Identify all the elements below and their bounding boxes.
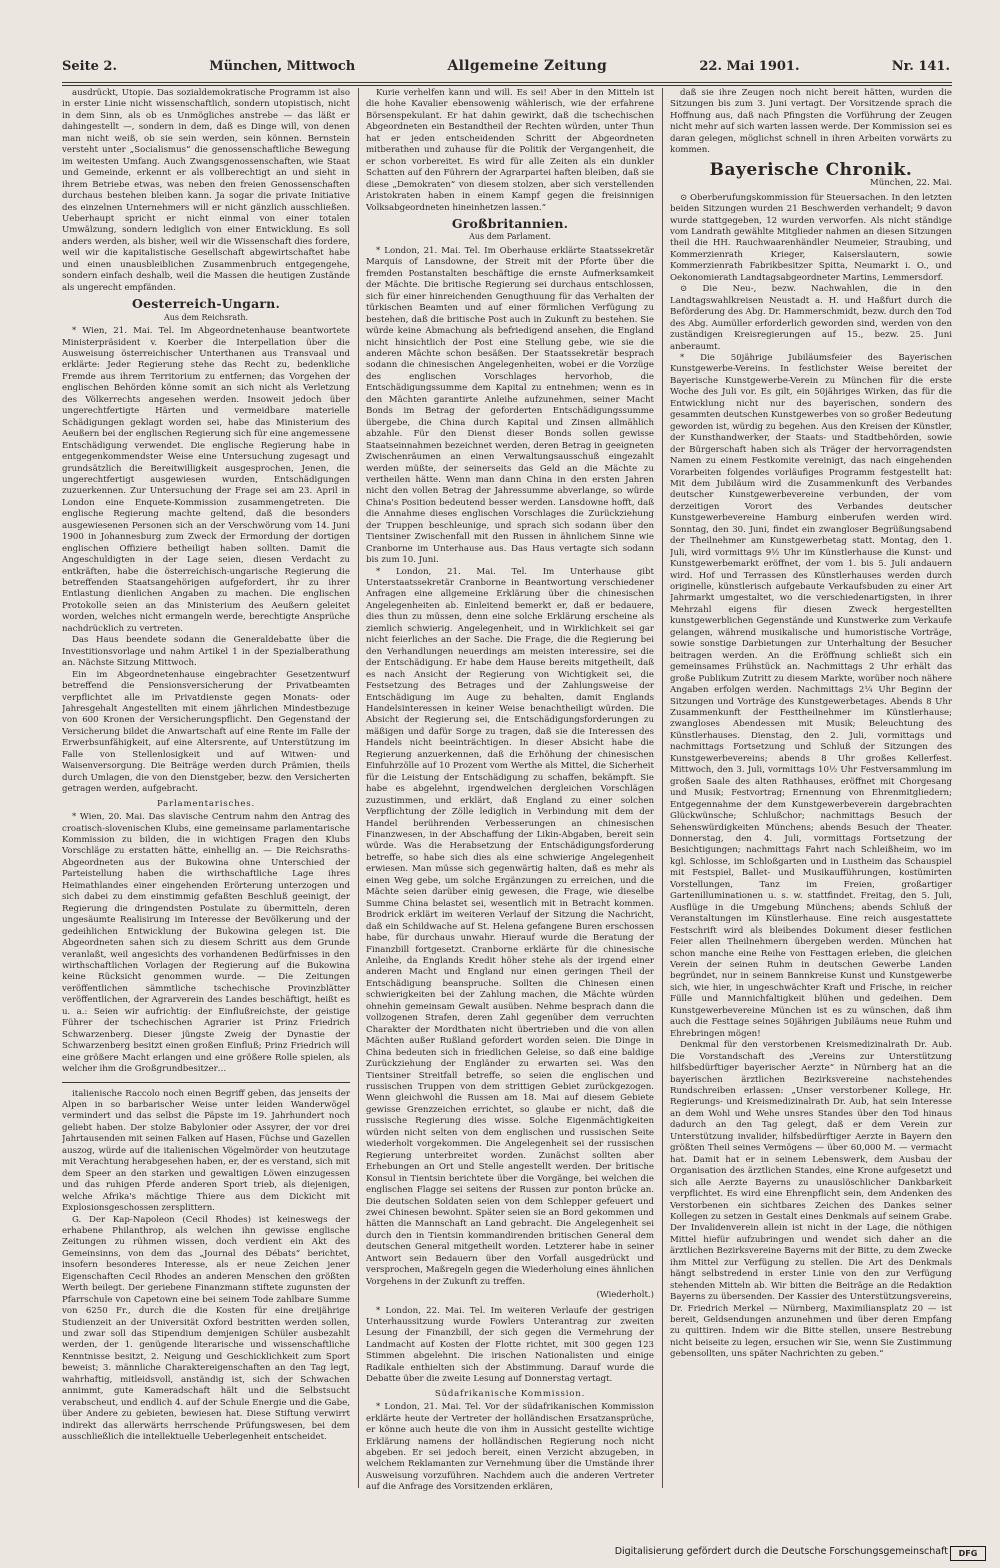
column-1 (62, 88, 350, 1498)
article-text: * London, 21. Mai. Tel. Vor der südafrikanischen Kommission erklärte heute der Vertreter der holländischen Ersatzansprüche, er könne auch heute die von ihm in Aussicht gestellte wichtige Erklärung namens der holländischen Regierung noch nicht abgeben. Er sei jedoch bereit, einen Verzicht abzugeben, in welchem Reklamanten zur Vernehmung über die Umstände ihrer Ausweisung vorzuführen. Nachdem auch die anderen Vertreter auf die Anfrage des Vorsitzenden erklären, (366, 1402, 654, 1493)
article-text: ⊙ Die Neu-, bezw. Nachwahlen, die in den Landtagswahlkreisen Neustadt a. H. und Haßfurt durch die Beförderung des Abg. Dr. Hammerschmidt, bezw. durch den Tod des Abg. Aumüller erforderlich geworden sind, werden von den zuständigen Kreisregierungen auf 15., bezw. 25. Juni anberaumt. (670, 284, 952, 352)
article-text: daß sie ihre Zeugen noch nicht bereit hätten, wurden die Sitzungen bis zum 3. Juni vertagt. Der Vorsitzende sprach die Hoffnung aus, daß nach Pfingsten die Vorführung der Zeugen nicht mehr auf sich warten lassen werde. Der Kommission sei es daran gelegen, möglichst schnell in ihren Arbeiten vorwärts zu kommen. (670, 88, 952, 156)
section-subheading: Südafrikanische Kommission. (434, 1388, 586, 1399)
article-text: Ein im Abgeordnetenhause eingebrachter Gesetzentwurf betreffend die Pensionsversicherung der Privatbeamten verpflichtet alle im Privatdienste gegen Monats- oder Jahresgehalt Angestellten mit einem jährlichen Mindestbezuge von 600 Kronen der Versicherungspflicht. Den Gegenstand der Versicherung bildet die Anwartschaft auf eine Rente im Falle der Erwerbsunfähigkeit, auf eine Altersrente, auf Unterstützung im Falle von Stellenlosigkeit und auf Witwen- und Waisenversorgung. Die Beiträge werden durch Prämien, theils durch Umlagen, die von den Dienstgeber, bezw. den Versicherten getragen werden, aufgebracht. (62, 669, 350, 795)
article-text: * London, 22. Mai. Tel. Im weiteren Verlaufe der gestrigen Unterhaussitzung wurde Fowlers Unterantrag zur zweiten Lesung der Finanzbill, der sich gegen die Vermehrung der Landmacht auf Kosten der Flotte richtet, mit 300 gegen 123 Stimmen abgelehnt. Die irischen Nationalisten und einige Radikale enthielten sich der Abstimmung. Darauf wurde die Debatte über die zweite Lesung auf Donnerstag vertagt. (366, 1305, 654, 1385)
article-text: * London, 21. Mai. Tel. Im Unterhause gibt Unterstaatssekretär Cranborne in Beantwortung verschiedener Anfragen eine allgemeine Erklärung über die chinesischen Angelegenheiten ab. Einleitend bemerkt er, daß er bedauere, dies thun zu müssen, denn eine solche Erklärung erscheine als ziemlich schwierig. Angelegenheit, und in Wirklichkeit sei gar nicht feierliches an der Sache. Die Frage, die die Regierung bei den Verhandlungen neuerdings am meisten interessire, sei die der Entschädigung. Er habe dem Hause bereits mitgetheilt, daß es nach Ansicht der Regierung von Wichtigkeit sei, die Festsetzung des Betrages und der Zahlungsweise der Entschädigung im Auge zu behalten, damit Englands Handelsinteressen in keiner Weise benachtheiligt würden. Die Absicht der Regierung sei, die Entschädigungsforderungen zu mäßigen und dafür Sorge zu tragen, daß sie die Interessen des Handels nicht beeinträchtigen. In dieser Absicht habe die Regierung anzuerkennen, daß die Erhöhung der chinesischen Einfuhrzölle auf 10 Prozent vom Werthe als Mittel, die Sicherheit für die Leistung der Entschädigung zu schaffen, bekämpft. Sie habe es abgelehnt, irgendwelchen dergleichen Vorschlägen zuzustimmen, und erklärt, daß England zu einer solchen Verpflichtung der Zölle lediglich in Verbindung mit dem der Handel berührenden Verbesserungen an chinesischen Finanzwesen, in der Abschaffung der Likin-Abgaben, bereit sein würde. Was die Herabsetzung der Entschädigungsforderung betreffe, so habe sich dies als eine schwierige Angelegenheit erwiesen. Man müsse sich gegenwärtig halten, daß es mehr als einen Weg gebe, um solche Ergänzungen zu erreichen, und die Mächte seien darüber einig gewesen, die Frage, wie dieselbe Summe China belastet sei, wesentlich mit in Betracht kommen. Brodrick erklärt im weiteren Verlauf der Sitzung die Nachricht, daß ein Schildwache auf St. Helena gefangene Buren erschossen habe, für durchaus unwahr. Hierauf wurde die Beratung der Finanzbill fortgesetzt. Cranborne erklärte für die chinesische Anleihe, da Englands Kredit höher stehe als der irgend einer anderen Macht und England nur einen geringen Theil der Entschädigung beanspruche. Sollten die Chinesen einen schwierigkeiten bei der Zahlung machen, die Mächte würden ohnehin gemeinsam Gewalt ausüben. Nehme besprach dann die vollzogenen Strafen, deren Zahl gegenüber dem verruchten Charakter der Mordthaten nicht übertrieben und die von allen Mächten außer Rußland gefordert worden seien. Die Dinge in China bedeuten sich in friedlichen Geleise, so daß eine baldige Zurückziehung der Engländer zu erwarten sei. Was den Tientsiner Streitfall betreffe, so seien die englischen und russischen Truppen von dem strittigen Gebiet zurückgezogen. Wenn gleichwohl die Russen am 18. Mai auf diesem Gebiete gewisse Grenzzeichen errichtet, so glaube er nicht, daß die russische Regierung dies wisse. Solche Eigenmächtigkeiten würden nicht selten von dem englischen und russischen Seite wiederholt vorgekommen. Die Angelegenheit sei der russischen Regierung unterbreitet worden. Zunächst sollten aber Erhebungen an Ort und Stelle angestellt werden. Der britische Konsul in Tientsin berichtete über die Vorgänge, bei welchen die englischen Flagge sei seitens der Russen zur ponton brücke an. Die deutschen Soldaten seien von dem Schlepper gefeuert und zwei Chinesen bewohnt. Später seien sie an Bord gekommen und hätten die Mannschaft an Land gebracht. Die Angelegenheit sei durch den in Tientsin kommandirenden britischen General dem deutschen General mitgetheilt worden. Letzterer habe in seiner Antwort sein Bedauern über den Vorfall ausgedrückt und versprochen, Maßregeln gegen die Wiederholung eines ähnlichen Vorgehens in der Zukunft zu treffen. (366, 566, 654, 1287)
masthead (62, 58, 950, 80)
article-text: * London, 21. Mai. Tel. Im Oberhause erklärte Staatssekretär Marquis of Lansdowne, der Streit mit der Pforte über die fremden Postanstalten beschäftige die ernste Aufmerksamkeit der Mächte. Die britische Regierung sei durchaus entschlossen, sich für einer hinreichenden Genugthuung für das Verhalten der türkischen Beamten und auf einer förmlichen Verfügung zu bestehen, daß die britische Post auch in Zukunft zu bestehen. Sie würde keine Abmachung als befriedigend ansehen, die England nicht hinsichtlich der Post eine Stellung gebe, wie sie die anderen Mächte schon besäßen. Der Staatssekretär besprach sodann die chinesischen Angelegenheiten, wobei er die Vorzüge des englischen Vorschlages hervorhob, die Entschädigungssumme dem Kapital zu entnehmen; wenn es in den Mächten garantirte Anleihe aufzunehmen, seiner Macht Bonds im Betrag der geforderten Entschädigungssumme übergebe, die China durch Kapital und Zinsen allmählich abzahle. Für den Dienst dieser Bonds sollen gewisse Staatseinnahmen bezeichnet werden, deren Betrag in geeigneten Zwischenräumen an einen Verwaltungsausschuß eingezahlt werden müßte, der seinerseits das Geld an die Mächte zu vertheilen hätte. Wenn man dann China in den ersten Jahren nicht den vollen Betrag der Jahressumme abverlange, so würde China's Position bedeutend besser werden. Lansdowne hofft, daß die Annahme dieses englischen Vorschlages die Zurückziehung der Truppen beschleunige, und sprach sich sodann über den Tientsiner Zwischenfall mit den Russen in ähnlichem Sinne wie Cranborne im Unterhause aus. Das Haus vertagte sich sodann bis zum 10. Juni. (366, 245, 654, 566)
dfg-logo-icon: DFG (950, 1546, 986, 1561)
article-text: Das Haus beendete sodann die Generaldebatte über die Investitionsvorlage und nahm Artikel 1 in der Spezialberathung an. Nächste Sitzung Mittwoch. (62, 635, 350, 669)
header-rule-thin (62, 85, 952, 86)
section-subheading: Parlamentarisches. (156, 798, 256, 809)
section-heading-austria: Oesterreich-Ungarn. (131, 296, 281, 312)
issue-date: 22. Mai 1901. (699, 59, 800, 74)
newspaper-title: Allgemeine Zeitung (447, 58, 608, 74)
column-divider (358, 88, 359, 1488)
column-divider (662, 88, 663, 1488)
article-text: * Die 50jährige Jubiläumsfeier des Bayerischen Kunstgewerbe-Vereins. In festlichster Weise bereitet der Bayerische Kunstgewerbe-Verein zu München für die erste Woche des Juli vor. Es gilt, ein 50jähriges Wirken, das für die Entwicklung nicht nur des bayerischen, sondern des gesammten deutschen Kunstgewerbes von so großer Bedeutung geworden ist, würdig zu begehen. Aus den Kreisen der Künstler, der Kunsthandwerker, der Staats- und Stadtbehörden, sowie der Bürgerschaft haben sich als Träger der hervorragendsten Namen zu einem Festkomite vereinigt, das nach eingehenden Vorarbeiten folgendes vorläufiges Programm festgestellt hat: Mit dem Jubiläum wird die Zusammenkunft des Verbandes deutscher Kunstgewerbevereine verbunden, der vom derzeitigen Vorort des Verbandes deutscher Kunstgewerbevereine Hamburg einberufen werden wird. Sonntag, den 30. Juni, findet ein zwangloser Begrüßungsabend der Theilnehmer am Kunstgewerbetag statt. Montag, den 1. Juli, wird vormittags 9½ Uhr im Künstlerhause die Kunst- und Kunstgewerbemarkt eröffnet, der vom 1. bis 5. Juli andauern wird. Hof und Terrassen des Künstlerhauses werden durch originelle, künstlerisch aufgebaute Verkaufsbuden zu einer Art Jahrmarkt umgestaltet, wo die verschiedenartigsten, in ihrer Mehrzahl eigens für diesen Zweck hergestellten kunstgewerblichen Gegenstände und Kunstwerke zum Verkaufe gelangen, während musikalische und humoristische Vorträge, sowie sonstige Darbietungen zur Unterhaltung der Besucher beitragen werden. An die Eröffnung schließt sich ein gemeinsames Frühstück an. Nachmittags 2 Uhr erhält das große Publikum Zutritt zu diesem Markte, worüber noch nähere Angaben erfolgen werden. Nachmittags 2¼ Uhr Beginn der Sitzungen und Vorträge des Kunstgewerbetages. Abends 8 Uhr Zusammenkunft der Festtheilnehmer im Künstlerhause; zwangloses Abendessen mit Musik; Beleuchtung des Künstlerhauses. Dienstag, den 2. Juli, vormittags und nachmittags Fortsetzung und Schluß der Sitzungen des Kunstgewerbevereins; abends 8 Uhr großes Kellerfest. Mittwoch, den 3. Juli, vormittags 10½ Uhr Festversammlung im großen Saale des alten Rathhauses, eröffnet mit Chorgesang und Musik; Festvortrag; Ernennung von Ehrenmitgliedern; Entgegennahme der dem Kunstgewerbeverein dargebrachten Glückwünsche; Schlußchor; nachmittags Besuch der Sehenswürdigkeiten Münchens; abends Besuch der Theater. Donnerstag, den 4. Juli, vormittags Fortsetzung der Besichtigungen; nachmittags Fahrt nach Schleißheim, wo im kgl. Schlosse, im Schloßgarten und in Lustheim das Schauspiel mit Festspiel, Ballet- und Musikaufführungen, kostümirten Vorstellungen, Tanz im Freien, großartiger Gartenilluminationen u. s. w. stattfindet. Freitag, den 5. Juli, Ausflüge in die Umgebung Münchens; abends Schluß der Veranstaltungen im Künstlerhause. Eine reich ausgestattete Festschrift wird als bleibendes Dokument dieser festlichen Feier allen Theilnehmern übergeben werden. München hat schon manche eine Reihe von Festtagen erleben, die gleichen Verein der seinen Ruhm in deutschen Gewerbe Landen begründet, nur in seinem Bannkreise Kunst und Kunstgewerbe sich, wie hier, in ungeschwächter Kraft und Frische, in reicher Fülle und Mannichfaltigkeit blühen und gedeihen. Dem Kunstgewerbevereine München ist es zu wünschen, daß ihm auch die Festtage seines 50jährigen Jubiläums neue Ruhm und Ehrebringen mögen! (670, 352, 952, 1039)
feuilleton-rule (62, 1082, 350, 1083)
article-text: Denkmal für den verstorbenen Kreismedizinalrath Dr. Aub. Die Vorstandschaft des „Vereins zur Unterstützung hilfsbedürftiger bayerischer Aerzte“ in Nürnberg hat an die bayerischen ärztlichen Bezirksvereine nachstehendes Rundschreiben erlassen: „Unser verstorbener Kollege, Hr. Regierungs- und Kreismedizinalrath Dr. Aub, hat sein Interesse an dem Wohl und Wehe unsres Standes über den Tod hinaus dadurch an den Tag gelegt, daß er dem Verein zur Unterstützung invalider, hilfsbedürftiger Aerzte in Bayern den größten Theil seines Vermögens — über 60,000 M. — vermacht hat. Damit hat er in seinem Lebenswerk, dem Ausbau der Organisation des ärztlichen Standes, eine Krone aufgesetzt und sich alle Aerzte Bayerns zu unauslöschlicher Dankbarkeit verpflichtet. Es wird eine Ehrenpflicht sein, dem Andenken des Verstorbenen ein sichtbares Zeichen des Dankes seiner Kollegen zu setzen in Gestalt eines Denkmals auf seinem Grabe. Der Invalidenverein allein ist nicht in der Lage, die nöthigen Mittel hiefür aufzubringen und wendet sich daher an die ärztlichen Bezirksvereine Bayerns mit der Bitte, zu dem Zwecke ihm Mittel zur Verfügung zu stellen. Die Art des Denkmals hängt selbstredend in erster Linie von den zur Verfügung stehenden Mitteln ab. Wir bitten die Beiträge an die Redaktion Bayerns zu übersenden. Der Kassier des Unterstützungsvereins, Dr. Friedrich Merkel — Nürnberg, Maximiliansplatz 20 — ist bereit, Geldsendungen anzunehmen und über deren Empfang zu quittiren. Indem wir die Bitte stellen, unsere Bestrebung nicht beiseite zu legen, ersuchen wir Sie, wenn Sie Zustimmung gebensollten, uns später Nachrichten zu geben.“ (670, 1040, 952, 1360)
article-text: * Wien, 21. Mai. Tel. Im Abgeordnetenhause beantwortete Ministerpräsident v. Koerber die Interpellation über die Ausweisung österreichischer Unterthanen aus Transvaal und erklärte: Jeder Regierung stehe das Recht zu, bedenkliche Fremde aus ihrem Territorium zu entfernen; das Vorgehen der englischen Behörden könne somit an sich nicht als Verletzung des Völkerrechts angesehen werden. Insoweit jedoch über ungerechtfertigte Härten und vermeidbare materielle Schädigungen geklagt worden sei, habe das Ministerium des Aeußern bei der englischen Regierung sich für eine angemessene Entschädigung verwendet. Die englische Regierung habe in entgegenkommendster Weise eine Untersuchung zugesagt und grundsätzlich die Bereitwilligkeit ausgesprochen, Jenen, die ungerechtfertigt ausgewiesen wurden, Entschädigungen zuzuerkennen. Zur Untersuchung der Frage sei am 23. April in London eine Enquete-Kommission zusammengetreten. Die englische Regierung machte geltend, daß die besonders ausgewiesenen Personen sich an der Verschwörung vom 14. Juni 1900 in Johannesburg zum Zweck der Ermordung der dortigen englischen Offiziere betheiligt haben sollten. Damit die Angeschuldigten in der Lage seien, diesen Verdacht zu entkräften, habe die österreichisch-ungarische Regierung die betreffenden Staatsangehörigen aufgefordert, ihr zu ihrer Entlastung dienlichen Angaben zu machen. Die englischen Protokolle seien an das Ministerium des Aeußern geleitet worden, welches nicht ermangeln werde, berechtigte Ansprüche nachdrücklich zu vertreten. (62, 326, 350, 634)
place-day: München, Mittwoch (209, 59, 356, 74)
article-text: ausdrückt, Utopie. Das sozialdemokratische Programm ist also in erster Linie nicht wissenschaftlich, sondern utopistisch, nicht in dem Sinn, als ob es Unmögliches anstrebe — das läßt er dahingestellt —, sondern in dem, daß es Dinge will, von denen man nicht weiß, ob sie sein werden, sein können. Bernstein versteht unter „Socialismus“ die genossenschaftliche Bewegung im weitesten Umfang. Auch Zwangsgenossenschaften, wie Staat und Gemeinde, erkennt er als vollberechtigt an und sieht in ihrem Betriebe etwas, was neben den freien Genossenschaften durchaus bestehen bleiben kann. Ja sogar die private Initiative des einzelnen Unternehmers will er nicht gänzlich ausschließen. Ueberhaupt spricht er nicht einmal von einer totalen Umwälzung, sondern lediglich von einer Entwicklung. Es soll anders werden, als bisher, weil wir die Wissenschaft dies fordere, weil wir die kapitalistische Gesellschaft abgewirtschaftet habe und einen unausbleiblichen Zusammenbruch entgegengehe, sondern einfach deshalb, weil die Massen die heutigen Zustände als ungerecht empfänden. (62, 88, 350, 293)
feuilleton-text: italienische Raccolo noch einen Begriff geben, das jenseits der Alpen in so barbarischer Weise unter leiden Wanderwögel vermindert und das selbst die Päpste im 19. Jahrhundert noch geliebt haben. Der stolze Babylonier oder Assyrer, der vor drei Jahrtausenden mit seinen Falken auf Hasen, Füchse und Gazellen auszog, würde auf die italienischen Vögelmörder von heutzutage mit Verachtung herabgesehen haben, er, der es verstand, sich mit dem Speer an den starken und gewaltigen Löwen einzugessen und das ruhigen Pferde anderen Sport trieb, als diejenigen, welche Afrika's mächtige Thiere aus dem Dickicht mit Explosionsgeschossen zersplittern. (62, 1088, 350, 1214)
column-3 (670, 88, 952, 1498)
article-text: Kurie verhelfen kann und will. Es sei! Aber in den Mitteln ist die hohe Kavalier ebensowenig wählerisch, wie der erfahrene Börsenspekulant. Er hat dahin gewirkt, daß die tschechischen Abgeordneten ein Bestandtheil der Rechten würden, unter Thun hat er jeden entscheidenden Schritt der Abgeordneten mitberathen und zuhause für die Politik der Vergangenheit, die er schon vorbereitet. Es wird für alle Zeiten als ein dunkler Schatten auf den Führern der Agrarpartei haften bleiben, daß sie diese „Demokraten“ von diesem stolzen, aber sich verstellenden Aristokraten haben in einem Kampf gegen die freisinnigen Volksabgeordneten hineinhetzen lassen.“ (366, 88, 654, 213)
article-text: * Wien, 20. Mai. Das slavische Centrum nahm den Antrag des croatisch-slovenischen Klubs, eine gemeinsame parlamentarische Kommission zu bilden, die in wichtigen Fragen den Klubs Vorschläge zu erstatten hätte, einhellig an. — Die Reichsraths-Abgeordneten aus der Bukowina ohne Unterschied der Parteistellung haben die wirthschaftliche Lage ihres Heimathlandes einer eingehenden Erörterung unterzogen und sich dabei zu dem einstimmig gefaßten Beschluß geeinigt, der Regierung die dringendsten Postulate zu übermitteln, deren ungesäumte Realisirung im Interesse der Bevölkerung und der gedeihlichen Entwicklung der Bukowina gelegen ist. Die Abgeordneten sahen sich zu diesem Schritt aus dem Grunde veranlaßt, weil angesichts des vorhandenen Bedürfnisses in den wirthschaftlichen Vorlagen der Regierung auf die Bukowina keine Rücksicht genommen wurde. — Die Zeitungen veröffentlichen sämmtliche tschechische Provinzblätter veröffentlichen, der Agrarverein des Landes beschäftigt, heißt es u. a.: Seien wir aufrichtig: der Einflußreichste, der geistige Führer der tschechischen Agrarier ist Prinz Friedrich Schwarzenberg. Dieser jüngste Zweig der Dynastie der Schwarzenberg besitzt einen großen Einfluß; Prinz Friedrich will eine größere Macht erlangen und eine größere Rolle spielen, als welcher ihm die Großgrundbesitzer… (62, 812, 350, 1075)
funding-note: Digitalisierung gefördert durch die Deutsche Forschungsgemeinschaft (614, 1546, 948, 1557)
issue-number: Nr. 141. (891, 59, 950, 74)
page-number: Seite 2. (62, 59, 117, 74)
column-2 (366, 88, 654, 1498)
dateline: München, 22. Mai. (869, 178, 952, 189)
digitization-footer (0, 1546, 1000, 1562)
repeat-note: (Wiederholt.) (596, 1290, 654, 1301)
section-subheading: Aus dem Parlament. (469, 232, 551, 242)
section-subheading: Aus dem Reichsrath. (163, 312, 249, 322)
article-text: ⊙ Oberberufungskommission für Steuersachen. In den letzten beiden Sitzungen wurden 21 Beschwerden verhandelt; 9 davon wurde stattgegeben, 12 wurden verworfen. Als nicht ständige vom Landrath gewählte Mitglieder nahmen an diesen Sitzungen theil die HH. Rauchwaarenhändler Neumeier, Straubing, und Kommerzienrath Krieger, Kaiserslautern, sowie Kommerzienrath Fabrikbesitzer Spitta, Neumarkt i. O., und Oekonomierath Landtagsabgeordneter Martins, Lemmersdorf. (670, 192, 952, 283)
section-heading-chronik: Bayerische Chronik. (709, 159, 913, 180)
section-heading-gb: Großbritannien. (451, 215, 569, 231)
feuilleton-text: G. Der Kap-Napoleon (Cecil Rhodes) ist keineswegs der erhabene Philanthrop, als welchen ihn gewisse englische Zeitungen zu rühmen wissen, doch verdient ein Akt des Gemeinsinns, von dem das „Journal des Débats“ berichtet, insofern besonderes Interesse, als er neue Zeichen jener Eigenschaften Cecil Rhodes an anderen Menschen den größten Werth beilegt. Der geriebene Finanzmann stiftete zugunsten der Pfarrschule von Capetown eine bei seinem Tode zahlbare Summe von 6250 Fr., durch die die Kosten für eine dreijährige Studienzeit an der Universität Oxford bestritten werden sollen, und zwar soll das Stipendium demjenigen Schüler ausbezahlt werden, der 1. genügende literarische und wissenschaftliche Kenntnisse besitzt, 2. Neigung und Geschicklichkeit zum Sport beweist; 3. männliche Charaktereigenschaften an den Tag legt, wahrhaftig, mitleidsvoll, anständig ist, sich der Schwachen annimmt, gute Kameradschaft hält und die Selbstsucht verabscheut, und endlich 4. auf der Schule Energie und die Gabe, über Andere zu gebieten, bewiesen hat. Diese Stiftung verwirrt indirekt das allerwärts herrschende Prüfungswesen, bei dem ausschließlich die intellektuelle Ueberlegenheit entscheidet. (62, 1214, 350, 1443)
header-rule (62, 82, 952, 83)
